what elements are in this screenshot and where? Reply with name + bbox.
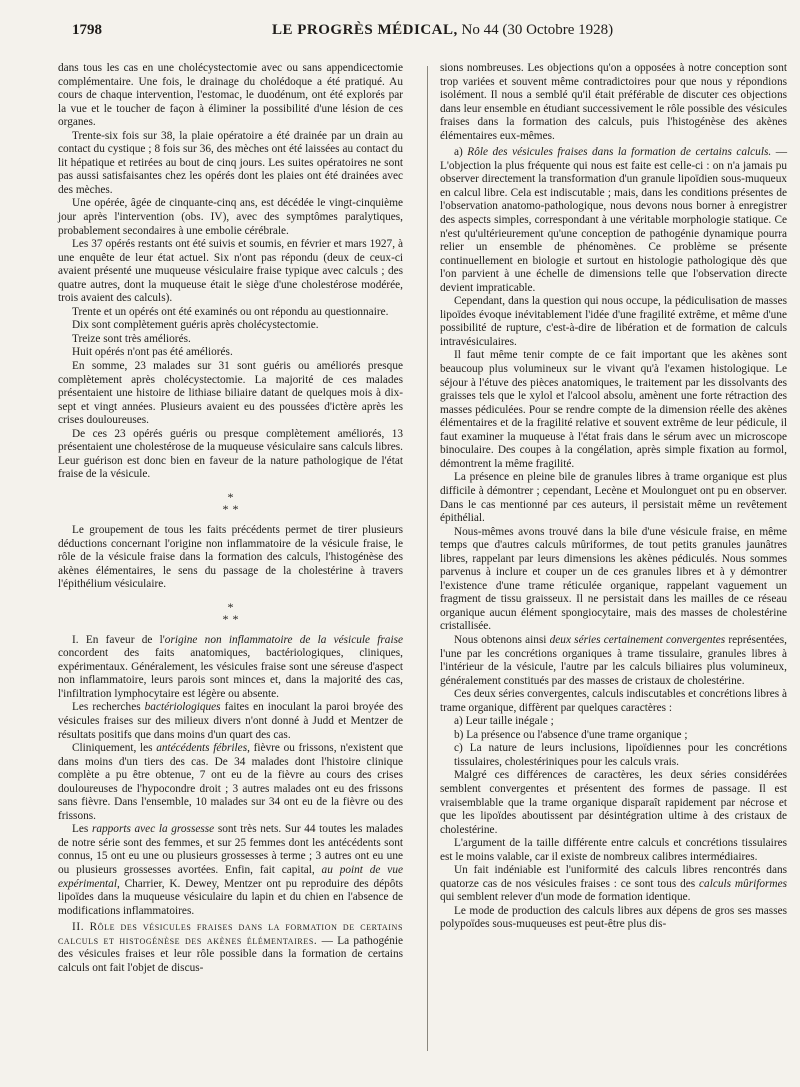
paragraph: [58, 701, 403, 742]
left-column: [58, 62, 403, 975]
paragraph: [440, 864, 787, 905]
paragraph: Trente et un opérés ont été examinés ou ont répondu au questionnaire.: [72, 305, 389, 318]
paragraph: Huit opérés n'ont pas été améliorés.: [72, 346, 233, 359]
list-item: c) La nature de leurs inclusions, lipoïdiennes pour les concrétions tissulaires, cholestériniques pour les calculs vrais.: [454, 742, 787, 768]
text-run: représentées, l'une par les concrétions organiques à trame tissulaire, granules libres à l'intérieur de la vésicule, l'autre par les calculs biliaires plus volumineux, généralement constitués par des masses de cristaux de cholestérine.: [440, 633, 787, 687]
paragraph: Dix sont complètement guéris après cholécystectomie.: [72, 319, 319, 332]
section-I-lead: I. En faveur de l': [72, 633, 165, 646]
issue-info: No 44 (30 Octobre 1928): [461, 22, 614, 38]
paragraph: [440, 634, 787, 688]
section-II-paragraph: [58, 921, 403, 975]
subsection-a-title: Rôle des vésicules fraises dans la formation de certains calculs.: [467, 146, 772, 159]
text-run: , fièvre ou frissons, n'existent que dans moins d'un tiers des cas. De 34 malades dont l'histoire clinique complète a pu être obtenue, 7 ont eu de la fièvre au cours des crises douloureuses de l'hypocondre droit ; 3 autres malades ont eu des frissons sans fièvre. Dans l'ensemble, 10 malades sur 34 ont eu de la fièvre ou des frissons.: [58, 742, 403, 822]
paragraph: [58, 742, 403, 823]
paragraph: Treize sont très améliorés.: [72, 332, 191, 345]
text-run: Les: [72, 823, 92, 836]
list-item: a) Leur taille inégale ;: [454, 715, 554, 728]
text-run: Nous obtenons ainsi: [454, 633, 550, 646]
paragraph: Le groupement de tous les faits précédents permet de tirer plusieurs déductions concernant l'origine non inflammatoire de la vésicule fraise, le rôle de la vésicule fraise dans la formation des calculs, l'histogénèse des akènes élémentaires, le sens du passage de la cholestérine à travers l'épithélium vésiculaire.: [58, 523, 403, 591]
paragraph: sions nombreuses. Les objections qu'on a opposées à notre conception sont trop variées et souvent même contradictoires pour que nous y répondions isolément. Il nous a semblé qu'il était préférable de discuter ces objections dans leur ensemble en étudiant successivement le rôle possible des vésicules fraises dans la formation des calculs, puis l'histogénèse des akènes élémentaires eux-mêmes.: [440, 62, 787, 142]
section-I-paragraph: [58, 634, 403, 702]
paragraph: [58, 823, 403, 918]
column-divider: [427, 66, 428, 1051]
emphasis: deux séries certainement convergentes: [549, 633, 726, 646]
text-run: qui semblent relever d'un mode de formation identique.: [440, 891, 691, 904]
emphasis: origine non inflammatoire de la vésicule fraise: [164, 633, 403, 646]
paragraph: Cependant, dans la question qui nous occupe, la pédiculisation de masses lipoïdes évoque inévitablement l'idée d'une fragilité extrême, et même d'une possibilité de rupture, c'est-à-dire de libération et de formation de calculs intravésiculaires.: [440, 295, 787, 348]
paragraph: Nous-mêmes avons trouvé dans la bile d'une vésicule fraise, en même temps que d'autres calculs mûriformes, de tout petits granules jaunâtres libres, rappelant par leurs dimensions les akènes pédiculés. Nous sommes parvenus à inclure et couper un de ces granules libres et à y démontrer l'existence d'une trame réticulée organique, rappelant vaguement un fragment de tissu graisseux. Il ne persistait dans les mailles de ce réseau organique aucun élément spongiocytaire, mais des masses de cholestérine cristallisée.: [440, 525, 787, 633]
page-header: [72, 22, 732, 46]
emphasis: rapports avec la grossesse: [91, 823, 215, 836]
emphasis: calculs mûriformes: [699, 877, 787, 890]
paragraph: Il faut même tenir compte de ce fait important que les akènes sont beaucoup plus volumineux sur le vivant qu'à l'examen histologique. Le séjour à l'étuve des pièces anatomiques, le traitement par les dissolvants des graisses tels que le xylol et l'alcool absolu, amènent une forte rétraction des masses pédiculées. Pour se rendre compte de la dimension réelle des akènes élémentaires et de la fragilité relative et souvent extrême de leur pédicule, il faut examiner la muqueuse à l'état frais dans le sérum avec un microscope binoculaire. Des coupes à la congélation, après simple fixation au formol, démontrent la même fragilité.: [440, 349, 787, 470]
journal-name: LE PROGRÈS MÉDICAL,: [272, 22, 458, 38]
section-II-text: — La pathogénie des vésicules fraises et leur rôle possible dans la formation de certains calculs ont fait l'objet de discus-: [58, 934, 403, 974]
text-run: Les recherches: [72, 701, 145, 714]
paragraph: dans tous les cas en une cholécystectomie avec ou sans appendicectomie complémentaire. Une fois, le drainage du cholédoque a été pratiqué. Au cours de chaque intervention, l'estomac, le duodénum, ont été explorés par la vue et le toucher de façon à éliminer la possibilité d'une lésion de ces organes.: [58, 62, 403, 129]
asterism-bottom: **: [222, 501, 243, 516]
section-separator: [58, 491, 403, 515]
subsection-a-text: — L'objection la plus fréquente qui nous est faite est celle-ci : on n'a jamais pu observer directement la transformation d'un granule lipoïdien sous-muqueux en calcul libre. Cela est indiscutable ; mais, dans les conditions présentes de l'observation anatomo-pathologique, nous devons nous borner à enregistrer des aspects simples, correspondant à une véritable morphologie statique. Ce n'est qu'ultérieurement qu'une conception de pathogénie dynamique pourra relier un ensemble de phénomènes. Ce problème se présente continuellement en biologie et surtout en histologie pathologique dès que l'on parvient à une échelle de dimensions telle que l'observation directe devient impraticable.: [440, 146, 788, 294]
running-title: [272, 22, 613, 39]
paragraph: Les 37 opérés restants ont été suivis et soumis, en février et mars 1927, à une enquête de leur état actuel. Six n'ont pas répondu (deux de ceux-ci avaient présenté une muqueuse vésiculaire fraise typique avec calculs ; des quatre autres, dont la muqueuse était le siège d'une cholestérose modérée, trois avaient des calculs).: [58, 238, 403, 305]
paragraph: Ces deux séries convergentes, calculs indiscutables et concrétions libres à trame organique, diffèrent par quelques caractères :: [440, 688, 787, 714]
paragraph: Le mode de production des calculs libres aux dépens de gros ses masses polypoïdes sous-muqueuses est peut-être plus dis-: [440, 904, 787, 931]
paragraph: La présence en pleine bile de granules libres à trame organique est plus difficile à démontrer ; cependant, Lecène et Moulonguet ont pu en observer. Dans le cas mentionné par ces auteurs, il persistait même un revêtement épithélial.: [440, 471, 787, 525]
subsection-a-lead: a): [454, 146, 468, 159]
emphasis: bactériologiques: [144, 701, 221, 714]
section-II-title: II. Rôle des vésicules fraises dans la formation de certains calculs et histogénèse des akènes élémentaires.: [58, 921, 403, 947]
section-I-text: concordent des faits anatomiques, bactériologiques, cliniques, expérimentaux. Généralement, les vésicules fraise sont une séreuse d'aspect non inflammatoire, leurs parois sont minces et, dans la majorité des cas, l'infiltration lymphocytaire est légère ou absente.: [58, 647, 403, 700]
section-separator: [58, 601, 403, 625]
list-item: b) La présence ou l'absence d'une trame organique ;: [454, 728, 688, 741]
text-run: faites en inoculant la paroi broyée des vésicules fraises sur des milieux divers n'ont donné à Judd et Mentzer de résultats positifs que dans moins d'un quart des cas.: [58, 701, 404, 741]
paragraph: L'argument de la taille différente entre calculs et concrétions tissulaires est le moins valable, car il existe de nombreux calibres intermédiaires.: [440, 837, 787, 863]
asterism-top: *: [227, 489, 234, 504]
paragraph: Une opérée, âgée de cinquante-cinq ans, est décédée le vingt-cinquième jour après l'intervention (obs. IV), avec des symptômes paralytiques, probablement secondaires à une embolie cérébrale.: [58, 197, 403, 237]
paragraph: Malgré ces différences de caractères, les deux séries considérées semblent convergentes et présentent des formes de passage. Il est vraisemblable que la trame organique disparaît rapidement par nécrose et que les lipoïdes aboutissent par désintégration ultime à des cristaux de cholestérine.: [440, 769, 787, 836]
emphasis: antécédents fébriles: [156, 742, 248, 755]
paragraph: En somme, 23 malades sur 31 sont guéris ou améliorés presque complètement après cholécystectomie. La majorité de ces malades présentaient une histoire de lithiase biliaire datant de quelques mois à dix-sept et vingt années. Plusieurs avaient eu des poussées d'ictère après les crises douloureuses.: [58, 360, 403, 427]
asterism-bottom: **: [222, 611, 243, 626]
text-run: Cliniquement, les: [72, 742, 157, 755]
right-column: [440, 62, 787, 932]
emphasis: au point de vue expérimental: [58, 863, 403, 890]
text-run: , Charrier, K. Dewey, Mentzer ont pu reproduire des dépôts lipoïdes dans la muqueuse vésiculaire du lapin et du chien en l'absence de modifications inflammatoires.: [58, 877, 403, 917]
text-run: sont très nets. Sur 44 toutes les malades de notre série sont des femmes, et sur 25 femmes dont les antécédents sont connus, 15 ont eu une ou plusieurs grossesses à terme ; 3 autres ont eu une ou plusieurs grossesses avortées. Enfin, fait capital,: [58, 823, 403, 876]
page-number: 1798: [72, 22, 102, 38]
paragraph: Trente-six fois sur 38, la plaie opératoire a été drainée par un drain au contact du cystique ; 8 fois sur 36, des mèches ont été laissées au contact du lit hépatique et retirées au bout de cinq jours. Les suites opératoires ne sont pas aussi satisfaisantes chez les opérés dont les plaies ont été drainées avec des mèches.: [58, 129, 403, 196]
subsection-a-paragraph: [440, 146, 787, 295]
asterism-top: *: [227, 599, 234, 614]
text-run: Un fait indéniable est l'uniformité des calculs libres rencontrés dans quatorze cas de nos vésicules fraises : ce sont tous des: [440, 864, 787, 890]
paragraph: De ces 23 opérés guéris ou presque complètement améliorés, 13 présentaient une cholestérose de la muqueuse vésiculaire sans calculs libres. Leur guérison est donc bien en faveur de la nature pathologique de l'état fraise de la vésicule.: [58, 427, 403, 481]
